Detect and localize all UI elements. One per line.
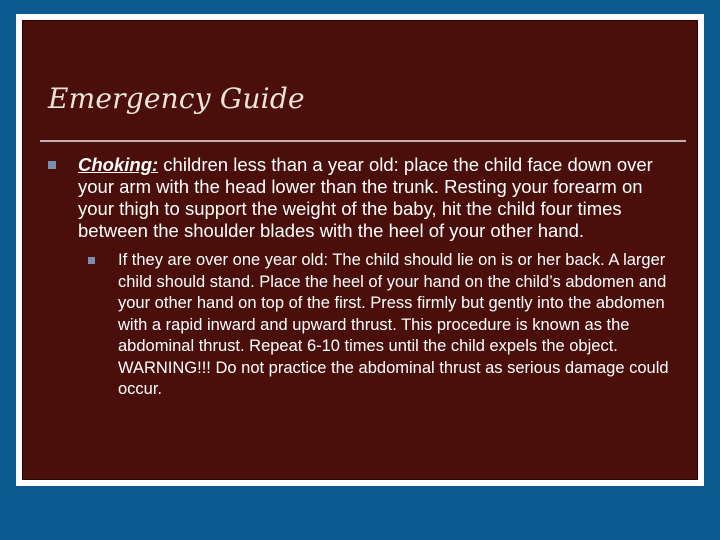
square-bullet-icon <box>88 257 95 264</box>
bullet-term: Choking: <box>78 154 159 175</box>
slide <box>22 20 698 480</box>
subbullet-text: If they are over one year old: The child should lie on is or her back. A larger child should stand. Place the heel of your hand on the child’s abdomen and your other hand on top of the first. Press firmly but gently into the abdomen with a rapid inward and upward thrust. This procedure is known as the abdominal thrust. Repeat 6-10 times until the child expels the object. WARNING!!! Do not practice the abdominal thrust as serious damage could occur. <box>118 251 669 398</box>
bullet-text: children less than a year old: place the child face down over your arm with the head lower than the trunk. Resting your forearm on your thigh to support the weight of the baby, hit the child four times between the shoulder blades with the heel of your other hand. <box>78 154 653 241</box>
title-divider <box>40 140 686 142</box>
square-bullet-icon <box>48 161 56 169</box>
slide-frame <box>16 14 704 486</box>
bullet-item-choking <box>48 154 680 242</box>
bullet-list <box>48 154 680 401</box>
subbullet-item-over-one-year <box>88 250 680 401</box>
slide-title: Emergency Guide <box>48 82 305 115</box>
